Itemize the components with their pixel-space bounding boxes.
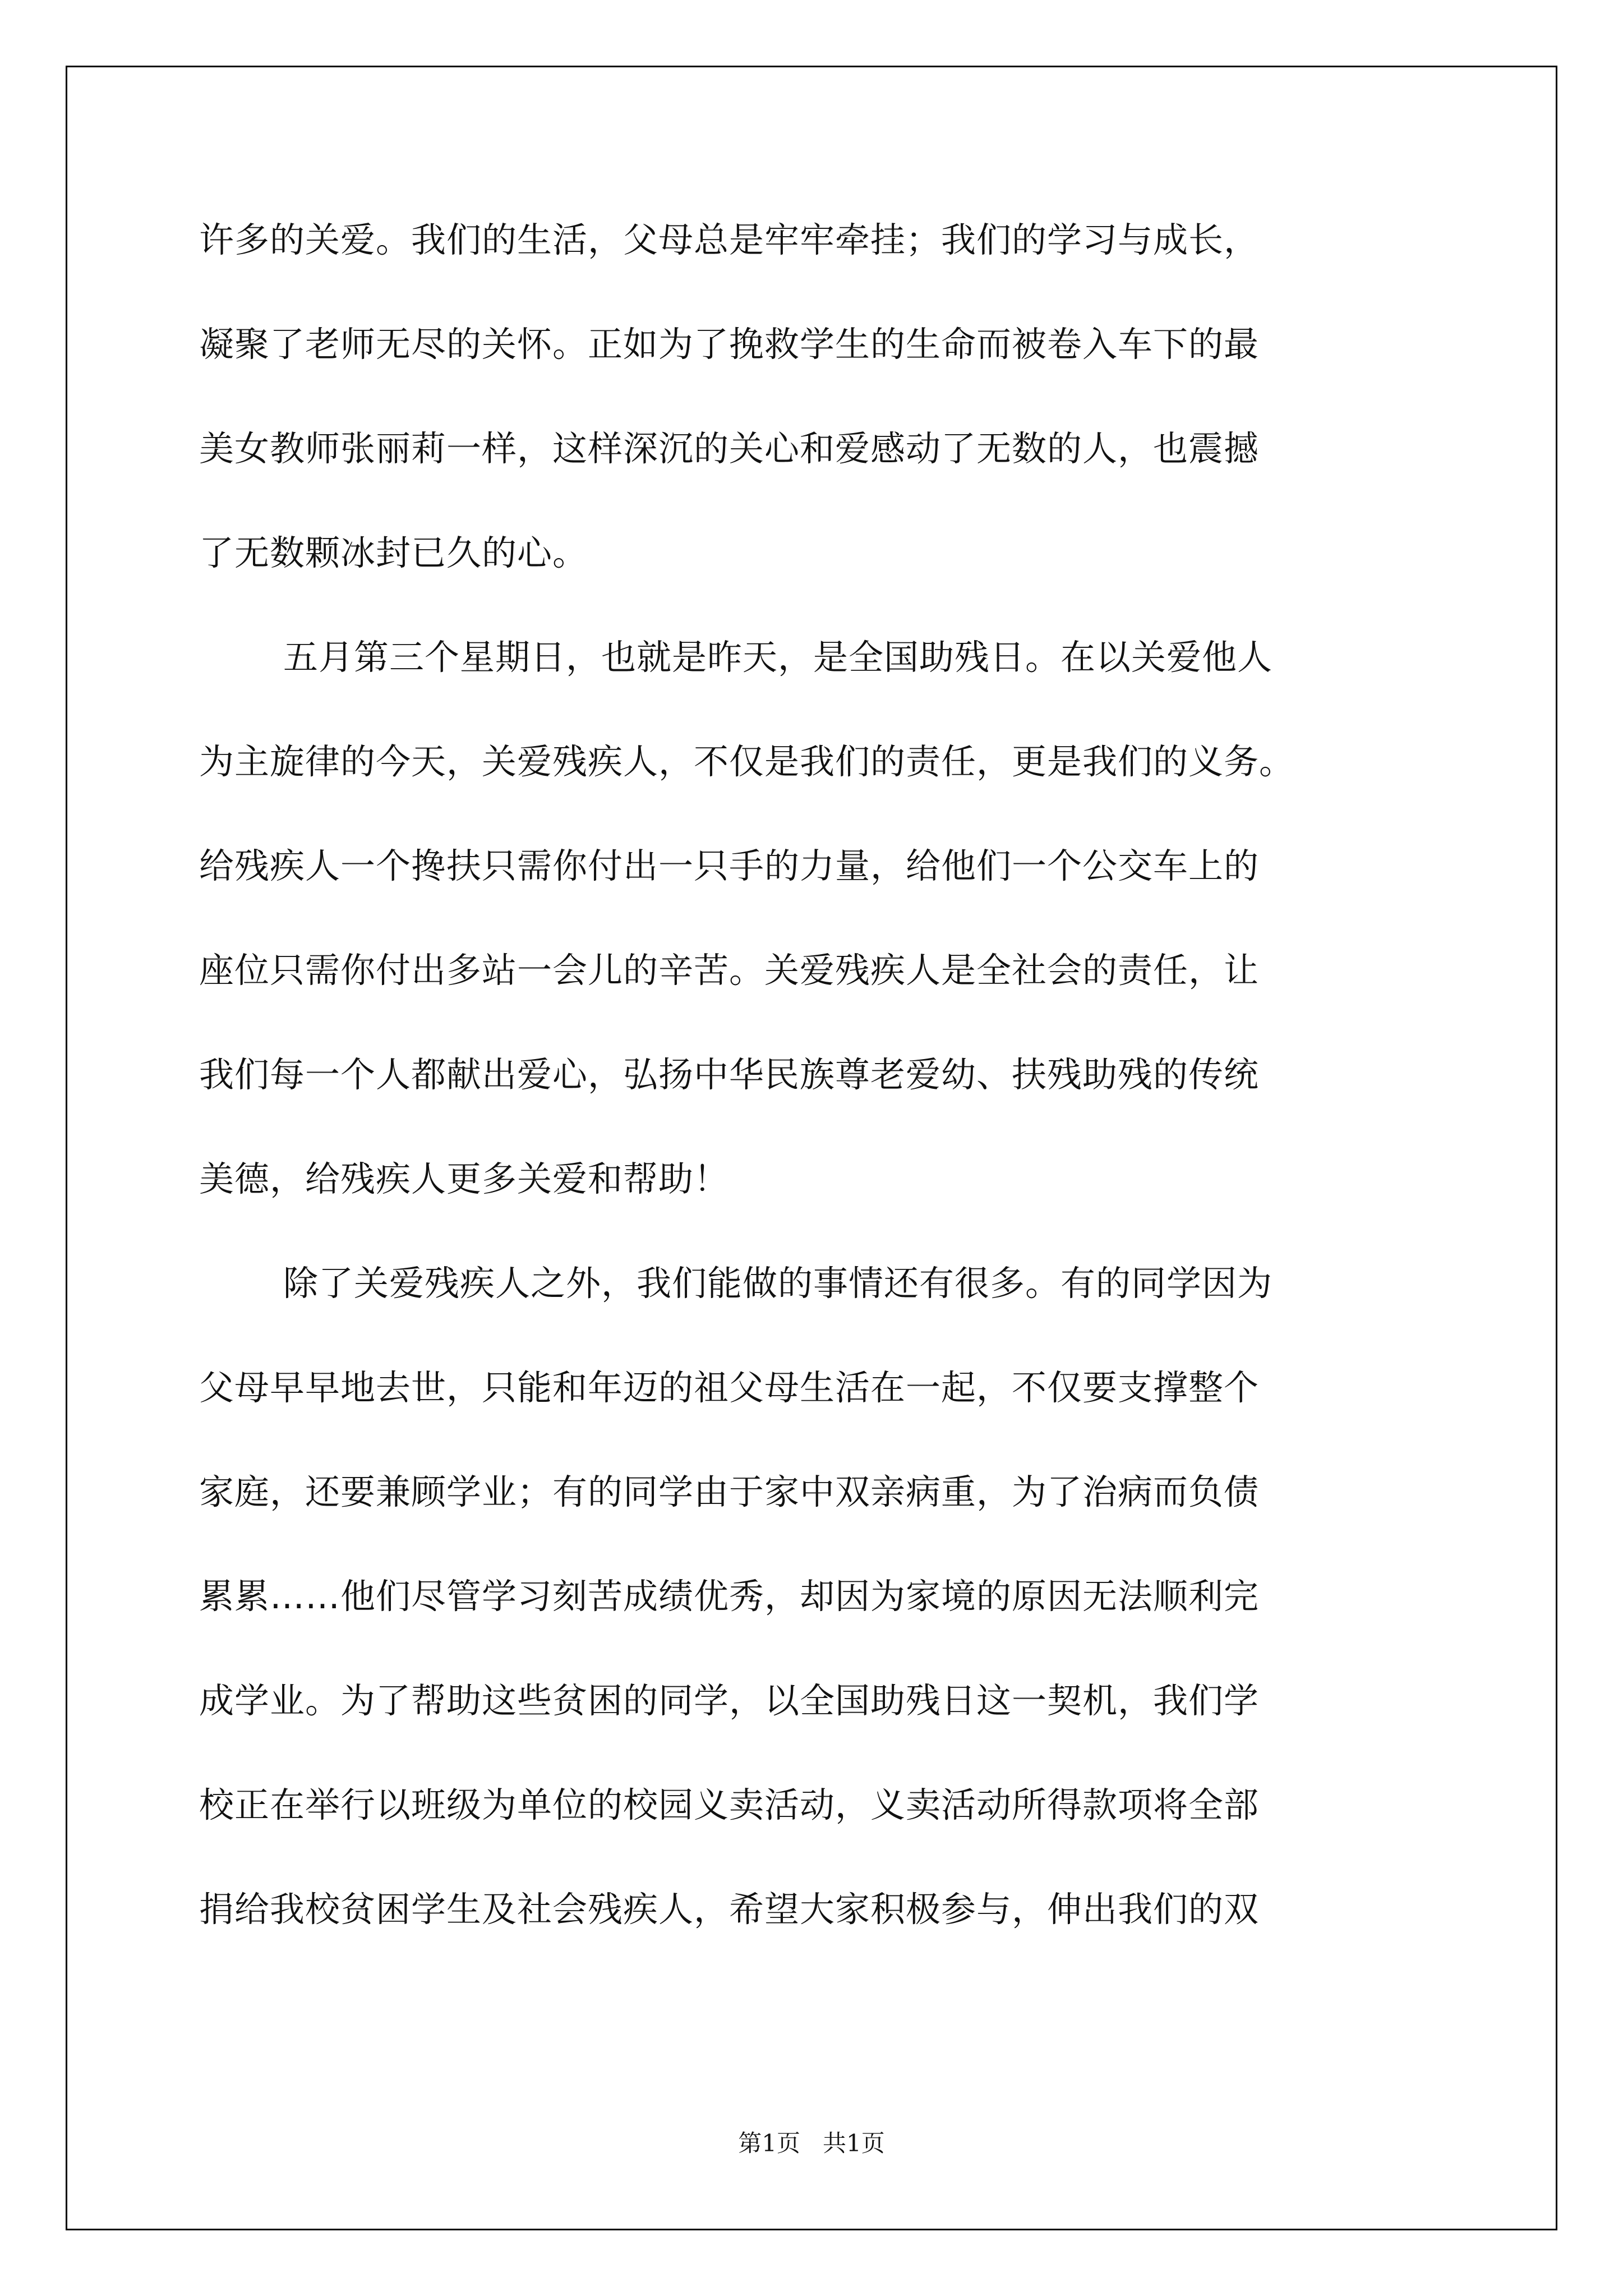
paragraph-start-line: 五月第三个星期日，也就是昨天，是全国助残日。在以关爱他人 bbox=[283, 637, 1273, 678]
text-line: 父母早早地去世，只能和年迈的祖父母生活在一起，不仅要支撑整个 bbox=[199, 1367, 1260, 1408]
text-line: 美德，给残疾人更多关爱和帮助！ bbox=[199, 1158, 730, 1199]
text-line: 校正在举行以班级为单位的校园义卖活动，义卖活动所得款项将全部 bbox=[199, 1784, 1260, 1825]
text-line: 捐给我校贫困学生及社会残疾人，希望大家积极参与，伸出我们的双 bbox=[199, 1889, 1260, 1930]
text-line: 我们每一个人都献出爱心，弘扬中华民族尊老爱幼、扶残助残的传统 bbox=[199, 1054, 1260, 1095]
text-line: 美女教师张丽莉一样，这样深沉的关心和爱感动了无数的人，也震撼 bbox=[199, 428, 1260, 469]
text-line: 为主旋律的今天，关爱残疾人，不仅是我们的责任，更是我们的义务。 bbox=[199, 741, 1295, 782]
paragraph-start-line: 除了关爱残疾人之外，我们能做的事情还有很多。有的同学因为 bbox=[283, 1263, 1273, 1304]
text-line: 凝聚了老师无尽的关怀。正如为了挽救学生的生命而被卷入车下的最 bbox=[199, 324, 1260, 365]
text-line: 许多的关爱。我们的生活，父母总是牢牢牵挂；我们的学习与成长， bbox=[199, 219, 1260, 260]
text-line: 了无数颗冰封已久的心。 bbox=[199, 532, 588, 573]
page-number-footer: 第1页 共1页 bbox=[738, 2129, 885, 2157]
text-line: 座位只需你付出多站一会儿的辛苦。关爱残疾人是全社会的责任，让 bbox=[199, 950, 1260, 991]
text-line: 给残疾人一个搀扶只需你付出一只手的力量，给他们一个公交车上的 bbox=[199, 845, 1260, 886]
text-line: 累累……他们尽管学习刻苦成绩优秀，却因为家境的原因无法顺利完 bbox=[199, 1576, 1260, 1617]
text-line: 成学业。为了帮助这些贫困的同学，以全国助残日这一契机，我们学 bbox=[199, 1680, 1260, 1721]
text-line: 家庭，还要兼顾学业；有的同学由于家中双亲病重，为了治病而负债 bbox=[199, 1471, 1260, 1512]
